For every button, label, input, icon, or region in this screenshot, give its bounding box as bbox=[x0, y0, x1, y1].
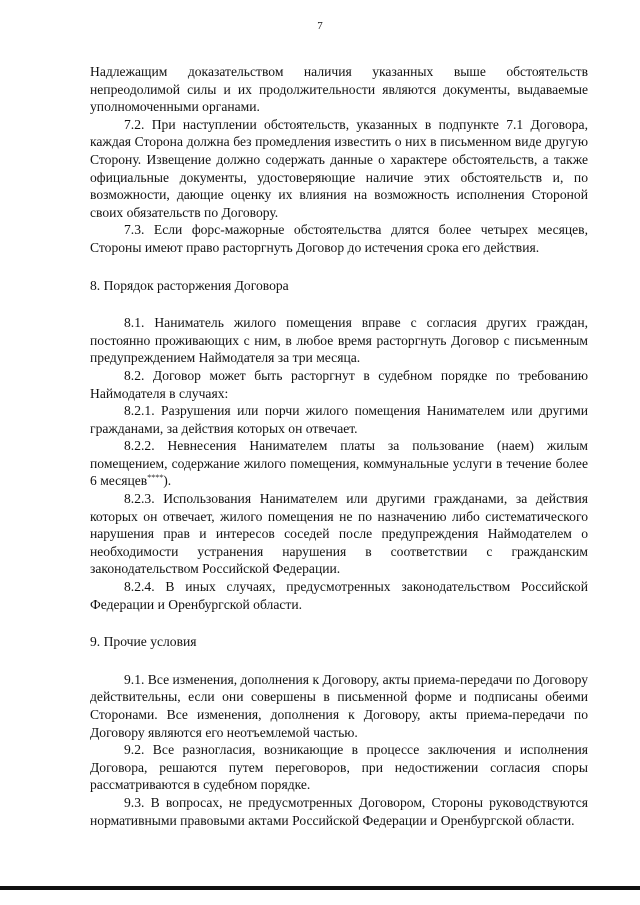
paragraph-8-2: 8.2. Договор может быть расторгнут в судебном порядке по требованию Наймодателя в случаях: bbox=[90, 367, 588, 401]
document-body bbox=[90, 63, 588, 829]
section-8-title: 8. Порядок расторжения Договора bbox=[90, 277, 289, 293]
page-number: 7 bbox=[317, 20, 323, 32]
paragraph-8-2-2 bbox=[90, 437, 588, 490]
paragraph-8-2-3: 8.2.3. Использования Нанимателем или другими гражданами, за действия которых он отвечает, жилого помещения не по назначению либо систематического нарушения прав и интересов соседей после предупреждения Наймодателем о необходимости устранения нарушения в соответствии с гражданским законодательством Российской Федерации. bbox=[90, 491, 588, 577]
paragraph-7-2: 7.2. При наступлении обстоятельств, указанных в подпункте 7.1 Договора, каждая Сторона должна без промедления известить о них в письменном виде другую Сторону. Извещение должно содержать данные о характере обстоятельств, а также официальные документы, удостоверяющие наличие этих обстоятельств и, по возможности, дающие оценку их влияния на возможность исполнения Стороной своих обязательств по Договору. bbox=[90, 116, 588, 220]
footnote-marker: **** bbox=[147, 473, 164, 483]
paragraph-8-2-2-text: 8.2.2. Невнесения Нанимателем платы за пользование (наем) жилым помещением, содержание жилого помещения, коммунальные услуги в течение более 6 месяцев bbox=[90, 438, 588, 489]
paragraph-force-majeure-evidence: Надлежащим доказательством наличия указанных выше обстоятельств непреодолимой силы и их продолжительности являются документы, выдаваемые уполномоченными органами. bbox=[90, 64, 588, 115]
paragraph-8-2-2-end: ). bbox=[163, 473, 172, 489]
paragraph-8-2-4: 8.2.4. В иных случаях, предусмотренных законодательством Российской Федерации и Оренбургской области. bbox=[90, 579, 588, 612]
section-9-title: 9. Прочие условия bbox=[90, 634, 197, 650]
paragraph-8-1: 8.1. Наниматель жилого помещения вправе с согласия других граждан, постоянно проживающих с ним, в любое время расторгнуть Договор с письменным предупреждением Наймодателя за три месяца. bbox=[90, 315, 588, 366]
bottom-rule bbox=[0, 886, 640, 890]
paragraph-9-1: 9.1. Все изменения, дополнения к Договору, акты приема-передачи по Договору действительны, если они совершены в письменной форме и подписаны обеими Сторонами. Все изменения, дополнения к Договору, акты приема-передачи по Договору являются его неотъемлемой частью. bbox=[90, 671, 588, 740]
paragraph-9-2: 9.2. Все разногласия, возникающие в процессе заключения и исполнения Договора, решаются путем переговоров, при недостижении согласия споры рассматриваются в судебном порядке. bbox=[90, 742, 588, 793]
paragraph-9-3: 9.3. В вопросах, не предусмотренных Договором, Стороны руководствуются нормативными правовыми актами Российской Федерации и Оренбургской области. bbox=[90, 794, 588, 828]
paragraph-7-3: 7.3. Если форс-мажорные обстоятельства длятся более четырех месяцев, Стороны имеют право расторгнуть Договор до истечения срока его действия. bbox=[90, 222, 588, 255]
paragraph-8-2-1: 8.2.1. Разрушения или порчи жилого помещения Нанимателем или другими гражданами, за действия которых он отвечает. bbox=[90, 403, 588, 436]
